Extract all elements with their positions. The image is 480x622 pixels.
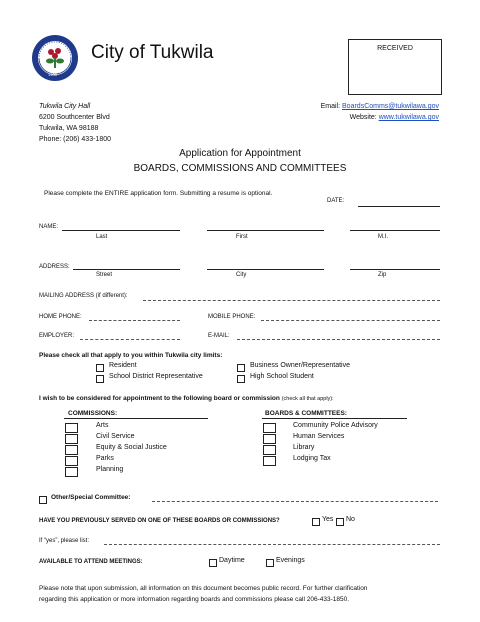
seal-year: 1908 bbox=[48, 72, 57, 77]
form-title: Application for Appointment bbox=[179, 148, 301, 159]
commissions-heading: COMMISSIONS: bbox=[68, 410, 118, 417]
human-services-checkbox[interactable] bbox=[263, 434, 276, 444]
mailing-address-field[interactable] bbox=[143, 300, 440, 301]
served-no-checkbox[interactable] bbox=[336, 518, 344, 526]
other-committee-label: Other/Special Committee: bbox=[51, 494, 131, 501]
daytime-label: Daytime bbox=[219, 557, 245, 564]
address-city-label: City bbox=[236, 272, 247, 278]
parks-checkbox[interactable] bbox=[65, 456, 78, 466]
high-school-label: High School Student bbox=[250, 373, 314, 380]
school-district-checkbox[interactable] bbox=[96, 375, 104, 383]
mobile-phone-field[interactable] bbox=[261, 320, 440, 321]
email-field-label: E-MAIL: bbox=[208, 333, 230, 339]
library-checkbox[interactable] bbox=[263, 445, 276, 455]
email-line bbox=[321, 103, 439, 110]
served-yes-checkbox[interactable] bbox=[312, 518, 320, 526]
email-label: Email: bbox=[320, 103, 341, 110]
civil-service-checkbox[interactable] bbox=[65, 434, 78, 444]
high-school-checkbox[interactable] bbox=[237, 375, 245, 383]
email-field[interactable] bbox=[237, 339, 440, 340]
civil-service-label: Civil Service bbox=[96, 433, 135, 440]
website-line bbox=[350, 114, 439, 121]
arts-label: Arts bbox=[96, 422, 109, 429]
limits-heading: Please check all that apply to you within Tukwila city limits: bbox=[39, 352, 223, 359]
city-title: City of Tukwila bbox=[91, 42, 214, 63]
if-yes-field[interactable] bbox=[104, 544, 440, 545]
library-label: Library bbox=[293, 444, 315, 451]
equity-label: Equity & Social Justice bbox=[96, 444, 167, 451]
other-committee-field[interactable] bbox=[152, 501, 438, 502]
lodging-tax-checkbox[interactable] bbox=[263, 456, 276, 466]
home-phone-field[interactable] bbox=[89, 320, 180, 321]
website-link[interactable]: www.tukwilawa.gov bbox=[378, 114, 439, 121]
address-city-field[interactable] bbox=[207, 269, 324, 270]
consider-note: (check all that apply): bbox=[281, 396, 334, 402]
meetings-label: AVAILABLE TO ATTEND MEETINGS: bbox=[39, 559, 143, 565]
lodging-tax-label: Lodging Tax bbox=[293, 455, 331, 462]
address-zip-field[interactable] bbox=[350, 269, 440, 270]
address-street: 6200 Southcenter Blvd bbox=[39, 114, 110, 121]
daytime-checkbox[interactable] bbox=[209, 559, 217, 567]
planning-label: Planning bbox=[96, 466, 124, 473]
mobile-phone-label: MOBILE PHONE: bbox=[208, 314, 256, 320]
footer-line-1: Please note that upon submission, all information on this document becomes public record. For further clarification bbox=[39, 585, 368, 592]
name-first-label: First bbox=[236, 234, 248, 240]
boards-heading-underline bbox=[262, 418, 407, 419]
footer-line-2: regarding this application or more information regarding boards and commissions please call 206-433-1850. bbox=[39, 596, 350, 603]
human-services-label: Human Services bbox=[293, 433, 345, 440]
police-advisory-label: Community Police Advisory bbox=[293, 422, 378, 429]
school-district-label: School District Representative bbox=[109, 373, 203, 380]
email-link[interactable]: BoardsComms@tukwilawa.gov bbox=[342, 103, 439, 110]
name-last-label: Last bbox=[96, 234, 108, 240]
address-city: Tukwila, WA 98188 bbox=[39, 125, 99, 132]
employer-field[interactable] bbox=[80, 339, 180, 340]
home-phone-label: HOME PHONE: bbox=[39, 314, 82, 320]
resident-checkbox[interactable] bbox=[96, 364, 104, 372]
date-label: DATE: bbox=[327, 198, 345, 204]
business-owner-checkbox[interactable] bbox=[237, 364, 245, 372]
received-box bbox=[348, 39, 442, 95]
served-yes-label: Yes bbox=[322, 516, 334, 523]
name-label: NAME: bbox=[39, 224, 59, 230]
served-question: HAVE YOU PREVIOUSLY SERVED ON ONE OF THESE BOARDS OR COMMISSIONS? bbox=[39, 518, 280, 524]
planning-checkbox[interactable] bbox=[65, 467, 78, 477]
parks-label: Parks bbox=[96, 455, 114, 462]
resident-label: Resident bbox=[109, 362, 137, 369]
date-field[interactable] bbox=[358, 206, 440, 207]
if-yes-label: If “yes”, please list: bbox=[39, 538, 90, 544]
name-first-field[interactable] bbox=[207, 230, 324, 231]
name-mi-field[interactable] bbox=[350, 230, 440, 231]
employer-label: EMPLOYER: bbox=[39, 333, 75, 339]
form-subtitle: BOARDS, COMMISSIONS AND COMMITTEES bbox=[133, 163, 347, 174]
address-label: ADDRESS: bbox=[39, 264, 70, 270]
address-street-field[interactable] bbox=[73, 269, 180, 270]
police-advisory-checkbox[interactable] bbox=[263, 423, 276, 433]
name-last-field[interactable] bbox=[62, 230, 180, 231]
received-label: RECEIVED bbox=[377, 45, 413, 52]
address-street-label: Street bbox=[96, 272, 113, 278]
boards-heading: BOARDS & COMMITTEES: bbox=[265, 410, 347, 417]
address-name: Tukwila City Hall bbox=[39, 103, 91, 110]
served-no-label: No bbox=[346, 516, 355, 523]
address-phone: Phone: (206) 433-1800 bbox=[39, 136, 111, 143]
business-owner-label: Business Owner/Representative bbox=[250, 362, 350, 369]
consider-heading bbox=[39, 395, 334, 402]
mailing-address-label: MAILING ADDRESS (if different): bbox=[39, 293, 128, 299]
arts-checkbox[interactable] bbox=[65, 423, 78, 433]
other-committee-checkbox[interactable] bbox=[39, 496, 47, 504]
equity-checkbox[interactable] bbox=[65, 445, 78, 455]
name-mi-label: M.I. bbox=[378, 234, 388, 240]
evenings-checkbox[interactable] bbox=[266, 559, 274, 567]
address-zip-label: Zip bbox=[378, 272, 387, 278]
website-label: Website: bbox=[349, 114, 377, 121]
commissions-heading-underline bbox=[64, 418, 208, 419]
intro-text: Please complete the ENTIRE application form. Submitting a resume is optional. bbox=[44, 190, 273, 197]
consider-text: I wish to be considered for appointment to the following board or commission bbox=[39, 395, 280, 402]
evenings-label: Evenings bbox=[276, 557, 305, 564]
